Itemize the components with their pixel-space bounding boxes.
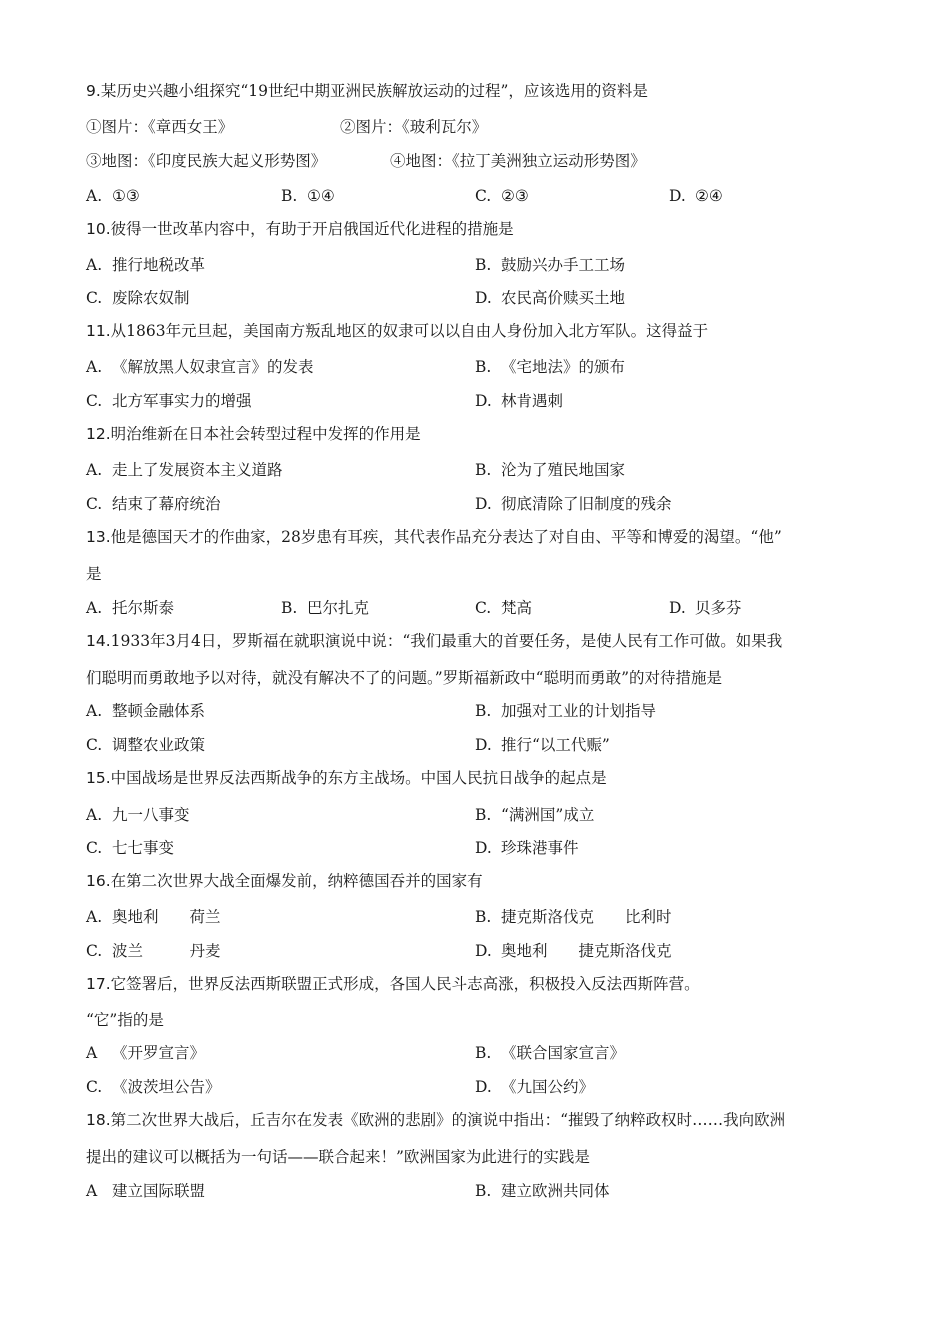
option-c[interactable]: C. 《波茨坦公告》: [86, 1078, 221, 1096]
question-text: 第二次世界大战后，丘吉尔在发表《欧洲的悲剧》的演说中指出：“摧毁了纳粹政权时……我向欧洲: [110, 1111, 786, 1129]
option-d[interactable]: D. 农民高价赎买土地: [475, 289, 626, 307]
question-number: 9 .: [86, 82, 101, 100]
option-b[interactable]: B. 加强对工业的计划指导: [475, 702, 657, 720]
question-11-stem: [86, 321, 708, 341]
option-c[interactable]: C. 废除农奴制: [86, 289, 190, 307]
option-c[interactable]: C. 波兰 丹麦: [86, 942, 221, 960]
question-text: 他是德国天才的作曲家，28岁患有耳疾，其代表作品充分表达了对自由、平等和博爱的渴望。“他”: [110, 528, 782, 546]
question-number: 16 .: [86, 872, 111, 890]
option-d[interactable]: D. 林肯遇刺: [475, 392, 564, 410]
question-number: 11 .: [86, 322, 111, 340]
option-a[interactable]: A. 托尔斯泰: [86, 599, 175, 617]
option-a[interactable]: A. 《解放黑人奴隶宣言》的发表: [86, 358, 314, 376]
question-number: 13 .: [86, 528, 111, 546]
option-c[interactable]: C. 北方军事实力的增强: [86, 392, 252, 410]
option-a[interactable]: A. 推行地税改革: [86, 256, 206, 274]
option-b[interactable]: B. 《宅地法》的颁布: [475, 358, 626, 376]
option-d[interactable]: D. ②④: [669, 187, 723, 205]
question-17-stem: [86, 974, 700, 994]
question-14-stem-cont: 们聪明而勇敢地予以对待，就没有解决不了的问题。”罗斯福新政中“聪明而勇敢”的对待措施是: [86, 669, 723, 687]
question-text: 它签署后，世界反法西斯联盟正式形成，各国人民斗志高涨，积极投入反法西斯阵营。: [110, 975, 700, 993]
option-d[interactable]: D. 奥地利 捷克斯洛伐克: [475, 942, 672, 960]
question-text: 从1863年元旦起，美国南方叛乱地区的奴隶可以以自由人身份加入北方军队。这得益于: [110, 322, 709, 340]
option-d[interactable]: D. 彻底清除了旧制度的残余: [475, 495, 672, 513]
option-d[interactable]: D. 珍珠港事件: [475, 839, 579, 857]
option-b[interactable]: B. 捷克斯洛伐克 比利时: [475, 908, 672, 926]
option-b[interactable]: B. ①④: [281, 187, 335, 205]
option-a[interactable]: A. 九一八事变: [86, 806, 190, 824]
material-1: ①图片：《章西女王》: [86, 118, 234, 136]
option-a[interactable]: A. 走上了发展资本主义道路: [86, 461, 283, 479]
question-text: 彼得一世改革内容中，有助于开启俄国近代化进程的措施是: [110, 220, 514, 238]
question-12-stem: [86, 424, 421, 444]
question-10-stem: [86, 219, 514, 239]
material-4: ④地图：《拉丁美洲独立运动形势图》: [390, 152, 646, 170]
question-number: 15 .: [86, 769, 111, 787]
question-text: 1933年3月4日，罗斯福在就职演说中说：“我们最重大的首要任务，是使人民有工作可做。如果我: [110, 632, 783, 650]
question-number: 17 .: [86, 975, 111, 993]
option-a[interactable]: A 《开罗宣言》: [86, 1044, 206, 1062]
question-18-stem: [86, 1110, 785, 1130]
question-text: 在第二次世界大战全面爆发前，纳粹德国吞并的国家有: [110, 872, 483, 890]
question-18-stem-cont: 提出的建议可以概括为一句话——联合起来！”欧洲国家为此进行的实践是: [86, 1148, 590, 1166]
question-number: 14 .: [86, 632, 111, 650]
material-3: ③地图：《印度民族大起义形势图》: [86, 152, 327, 170]
question-text: 某历史兴趣小组探究“19世纪中期亚洲民族解放运动的过程”，应该选用的资料是: [100, 82, 648, 100]
question-16-stem: [86, 871, 483, 891]
question-13-stem-cont: 是: [86, 565, 102, 583]
option-a[interactable]: A. ①③: [86, 187, 140, 205]
option-b[interactable]: B. “满洲国”成立: [475, 806, 595, 824]
question-number: 12 .: [86, 425, 111, 443]
material-2: ②图片：《玻利瓦尔》: [340, 118, 488, 136]
option-b[interactable]: B. 鼓励兴办手工工场: [475, 256, 626, 274]
option-c[interactable]: C. 梵高: [475, 599, 533, 617]
option-c[interactable]: C. ②③: [475, 187, 529, 205]
question-13-stem: [86, 527, 782, 547]
question-17-stem-cont: “它”指的是: [86, 1011, 164, 1029]
option-c[interactable]: C. 七七事变: [86, 839, 175, 857]
option-b[interactable]: B. 沦为了殖民地国家: [475, 461, 626, 479]
question-number: 18 .: [86, 1111, 111, 1129]
question-15-stem: [86, 768, 607, 788]
option-c[interactable]: C. 结束了幕府统治: [86, 495, 221, 513]
option-a[interactable]: A. 奥地利 荷兰: [86, 908, 221, 926]
question-text: 中国战场是世界反法西斯战争的东方主战场。中国人民抗日战争的起点是: [110, 769, 607, 787]
question-9-stem: [86, 81, 648, 101]
option-d[interactable]: D. 推行“以工代赈”: [475, 736, 610, 754]
question-14-stem: [86, 631, 782, 651]
question-text: 明治维新在日本社会转型过程中发挥的作用是: [110, 425, 421, 443]
option-d[interactable]: D. 《九国公约》: [475, 1078, 595, 1096]
option-a[interactable]: A. 整顿金融体系: [86, 702, 206, 720]
option-d[interactable]: D. 贝多芬: [669, 599, 742, 617]
question-number: 10 .: [86, 220, 111, 238]
option-c[interactable]: C. 调整农业政策: [86, 736, 206, 754]
option-a[interactable]: A 建立国际联盟: [86, 1182, 206, 1200]
option-b[interactable]: B. 巴尔扎克: [281, 599, 370, 617]
option-b[interactable]: B. 建立欧洲共同体: [475, 1182, 610, 1200]
option-b[interactable]: B. 《联合国家宣言》: [475, 1044, 626, 1062]
